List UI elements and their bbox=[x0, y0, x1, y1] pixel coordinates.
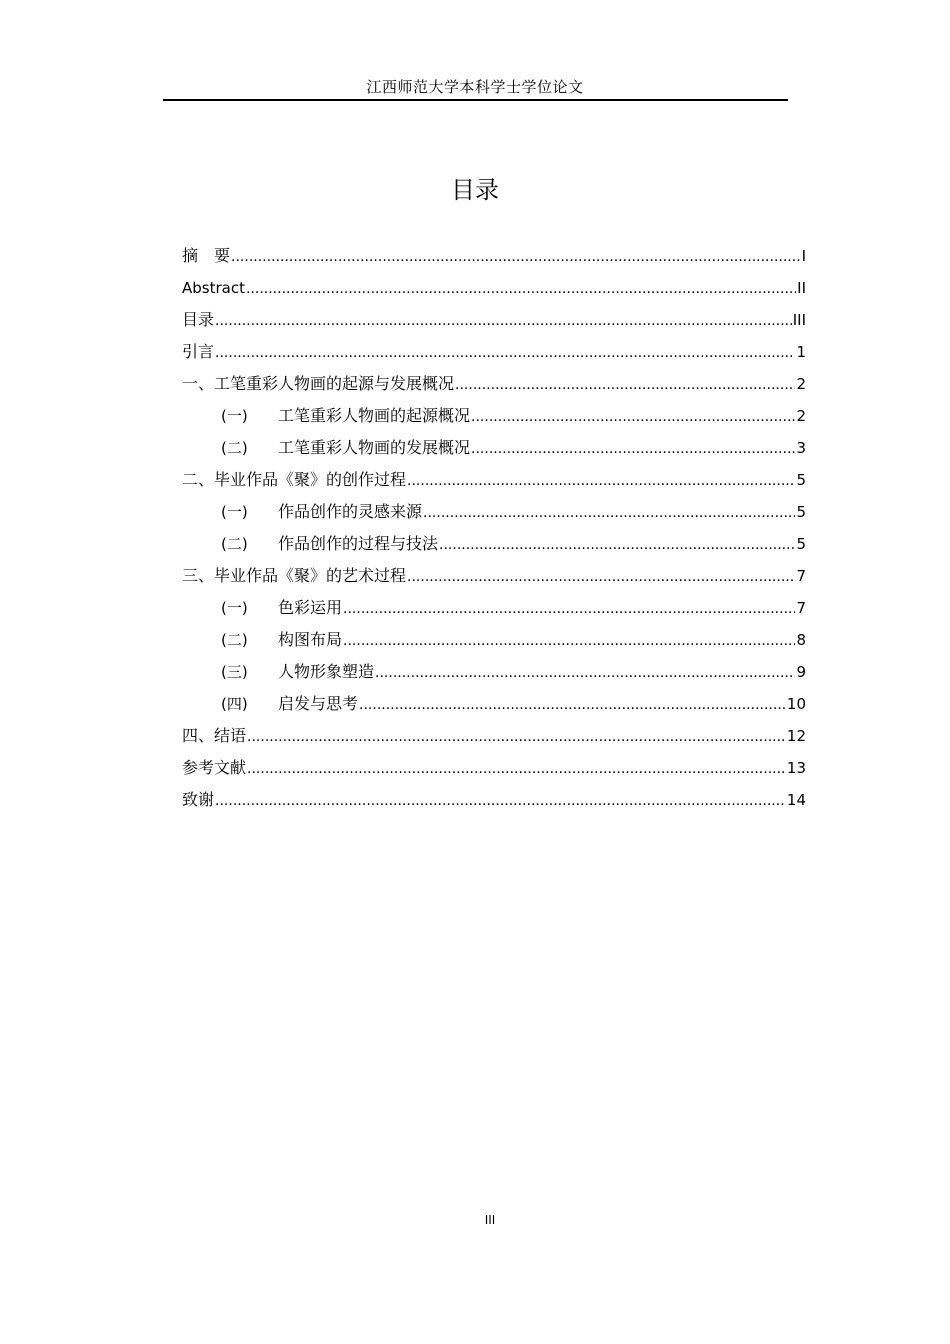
toc-entry-page: 14 bbox=[786, 791, 806, 809]
page-title: 目录 bbox=[451, 176, 499, 204]
toc-entry-text: 启发与思考 bbox=[278, 694, 359, 713]
toc-entry-text: 人物形象塑造 bbox=[278, 662, 375, 681]
toc-entry-page: 5 bbox=[796, 471, 806, 489]
toc-entry-text: Abstract bbox=[182, 279, 245, 297]
toc-entry-page: 12 bbox=[786, 727, 806, 745]
toc-entry-number: (一) bbox=[221, 407, 248, 425]
table-of-contents bbox=[182, 240, 806, 816]
toc-dot-leader bbox=[359, 689, 786, 721]
toc-entry-section-3-2[interactable] bbox=[182, 624, 806, 656]
toc-entry-conclusion[interactable] bbox=[182, 720, 806, 752]
toc-entry-number: (二) bbox=[221, 631, 248, 649]
toc-entry-section-3-1[interactable] bbox=[182, 592, 806, 624]
toc-entry-page: 2 bbox=[796, 407, 806, 425]
toc-entry-introduction[interactable] bbox=[182, 336, 806, 368]
toc-entry-chapter-1[interactable] bbox=[182, 368, 806, 400]
toc-dot-leader bbox=[246, 273, 796, 305]
toc-entry-page: 2 bbox=[796, 375, 806, 393]
toc-entry-text: 构图布局 bbox=[278, 630, 343, 649]
toc-entry-page: 1 bbox=[796, 343, 806, 361]
toc-entry-section-1-1[interactable] bbox=[182, 400, 806, 432]
toc-entry-text: 致谢 bbox=[182, 790, 215, 809]
toc-dot-leader bbox=[439, 529, 795, 561]
toc-entry-text: 色彩运用 bbox=[278, 598, 343, 617]
toc-dot-leader bbox=[231, 241, 801, 273]
toc-entry-text: 三、毕业作品《聚》的艺术过程 bbox=[182, 566, 407, 585]
toc-dot-leader bbox=[247, 753, 786, 785]
toc-dot-leader bbox=[471, 433, 795, 465]
toc-entry-page: II bbox=[797, 279, 806, 297]
toc-dot-leader bbox=[343, 625, 795, 657]
toc-dot-leader bbox=[343, 593, 795, 625]
toc-entry-section-2-1[interactable] bbox=[182, 496, 806, 528]
toc-entry-text: 参考文献 bbox=[182, 758, 247, 777]
toc-entry-chapter-3[interactable] bbox=[182, 560, 806, 592]
toc-entry-section-1-2[interactable] bbox=[182, 432, 806, 464]
toc-dot-leader bbox=[423, 497, 795, 529]
running-header: 江西师范大学本科学士学位论文 bbox=[366, 78, 584, 96]
toc-entry-abstract-en[interactable] bbox=[182, 272, 806, 304]
toc-dot-leader bbox=[215, 785, 786, 817]
toc-entry-number: (一) bbox=[221, 503, 248, 521]
toc-entry-text: 作品创作的灵感来源 bbox=[278, 502, 423, 521]
toc-entry-page: 13 bbox=[786, 759, 806, 777]
toc-entry-page: I bbox=[801, 247, 806, 265]
toc-entry-page: 5 bbox=[796, 503, 806, 521]
toc-entry-text: 作品创作的过程与技法 bbox=[278, 534, 439, 553]
toc-entry-page: 10 bbox=[786, 695, 806, 713]
toc-dot-leader bbox=[471, 401, 795, 433]
toc-entry-chapter-2[interactable] bbox=[182, 464, 806, 496]
toc-dot-leader bbox=[215, 305, 792, 337]
toc-entry-page: 5 bbox=[796, 535, 806, 553]
toc-dot-leader bbox=[455, 369, 795, 401]
toc-entry-text: 摘 要 bbox=[182, 246, 231, 265]
toc-entry-section-3-4[interactable] bbox=[182, 688, 806, 720]
toc-entry-acknowledgements[interactable] bbox=[182, 784, 806, 816]
toc-dot-leader bbox=[375, 657, 795, 689]
toc-entry-section-2-2[interactable] bbox=[182, 528, 806, 560]
toc-entry-number: (三) bbox=[221, 663, 248, 681]
page-number: III bbox=[484, 1213, 496, 1227]
toc-entry-references[interactable] bbox=[182, 752, 806, 784]
toc-entry-number: (二) bbox=[221, 439, 248, 457]
toc-entry-text: 工笔重彩人物画的起源概况 bbox=[278, 406, 471, 425]
toc-entry-text: 一、工笔重彩人物画的起源与发展概况 bbox=[182, 374, 455, 393]
toc-entry-text: 引言 bbox=[182, 342, 215, 361]
toc-entry-page: 7 bbox=[796, 599, 806, 617]
toc-entry-number: (二) bbox=[221, 535, 248, 553]
toc-dot-leader bbox=[247, 721, 786, 753]
toc-entry-text: 四、结语 bbox=[182, 726, 247, 745]
toc-dot-leader bbox=[407, 465, 795, 497]
header-rule bbox=[163, 99, 788, 101]
toc-entry-number: (四) bbox=[221, 695, 248, 713]
toc-dot-leader bbox=[215, 337, 795, 369]
toc-dot-leader bbox=[407, 561, 795, 593]
toc-entry-section-3-3[interactable] bbox=[182, 656, 806, 688]
toc-entry-page: III bbox=[792, 311, 806, 329]
toc-entry-text: 二、毕业作品《聚》的创作过程 bbox=[182, 470, 407, 489]
toc-entry-abstract-cn[interactable] bbox=[182, 240, 806, 272]
toc-entry-number: (一) bbox=[221, 599, 248, 617]
toc-entry-page: 3 bbox=[796, 439, 806, 457]
toc-entry-page: 7 bbox=[796, 567, 806, 585]
toc-entry-text: 工笔重彩人物画的发展概况 bbox=[278, 438, 471, 457]
toc-entry-contents[interactable] bbox=[182, 304, 806, 336]
toc-entry-page: 8 bbox=[796, 631, 806, 649]
toc-entry-text: 目录 bbox=[182, 310, 215, 329]
toc-entry-page: 9 bbox=[796, 663, 806, 681]
